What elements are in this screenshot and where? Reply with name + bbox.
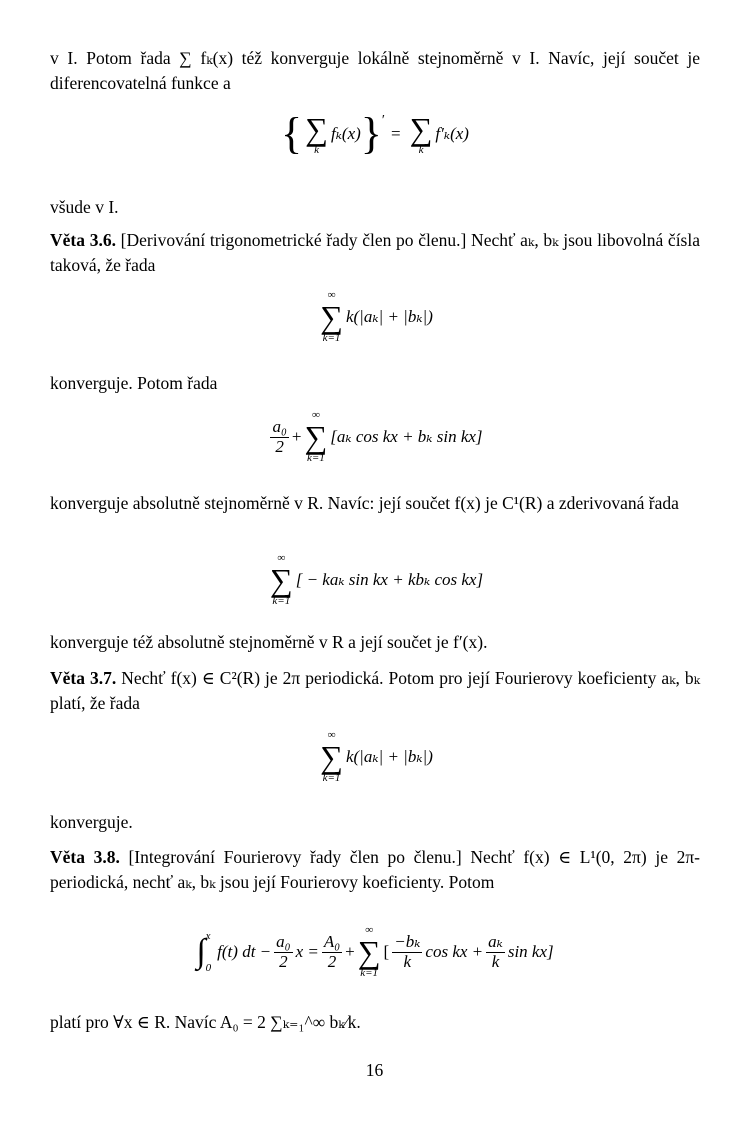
text: konverguje též absolutně stejnoměrně v R a její součet je f′(x). [50, 632, 488, 652]
lower-limit: k [314, 143, 320, 156]
text: v I. Potom řada ∑ fₖ(x) též konverguje lokálně stejnoměrně v I. Navíc, její součet je diferencovatelná funkce a [50, 48, 700, 93]
term: f′ₖ(x) [435, 124, 469, 143]
plus: + [345, 942, 355, 961]
sum [409, 110, 433, 156]
fraction [392, 933, 422, 971]
paragraph [50, 1010, 700, 1035]
equation-derivative-of-sum [50, 109, 700, 158]
theorem-3-6 [50, 228, 700, 277]
term: f(t) dt − [217, 942, 272, 961]
lower-limit: k=1 [272, 595, 291, 607]
equation-derived-series [50, 553, 700, 607]
lower-limit: k=1 [322, 772, 341, 784]
denominator: k [491, 951, 500, 971]
sum [320, 290, 343, 344]
sum [358, 925, 381, 979]
paragraph [50, 371, 700, 396]
paragraph [50, 491, 700, 516]
text: konverguje. [50, 812, 133, 832]
text: konverguje. Potom řada [50, 373, 218, 393]
denominator: 2 [279, 951, 288, 971]
sigma: ∑ [320, 739, 343, 775]
plus: + [291, 427, 302, 446]
term: k(|aₖ| + |bₖ|) [345, 747, 433, 766]
theorem-text: Nechť f(x) ∈ C²(R) je 2π periodická. Potom pro její Fourierovy koeficienty aₖ, bₖ platí, že řada [50, 668, 700, 713]
sigma: ∑ [305, 110, 328, 147]
brace: } [360, 109, 382, 158]
numerator: a₀ [272, 416, 287, 436]
brace: { [281, 109, 303, 158]
sum [270, 553, 293, 607]
theorem-label: Věta 3.7. [50, 668, 117, 688]
equation-series-k-2 [50, 730, 700, 784]
fraction [322, 933, 342, 971]
fraction [270, 418, 288, 456]
term: x = [295, 942, 319, 961]
denominator: k [403, 951, 412, 971]
lower-limit: 0 [205, 962, 212, 974]
sum [305, 110, 328, 156]
upper-limit: ∞ [327, 729, 336, 741]
term: cos kx + [425, 942, 484, 961]
paragraph-intro [50, 46, 700, 95]
sum [320, 730, 343, 784]
prime: ′ [381, 112, 386, 128]
equals: = [391, 124, 401, 143]
fraction [274, 933, 292, 971]
lower-limit: k=1 [322, 332, 341, 344]
paragraph [50, 810, 700, 835]
page-number: 16 [365, 1060, 384, 1080]
upper-limit: x [205, 930, 211, 942]
text: platí pro ∀x ∈ R. Navíc A₀ = 2 ∑ₖ₌₁^∞ bₖ⁄k. [50, 1012, 361, 1032]
upper-limit: ∞ [327, 289, 336, 301]
term: [ − kaₖ sin kx + kbₖ cos kx] [295, 570, 484, 589]
lower-limit: k=1 [306, 452, 325, 464]
theorem-text: [Integrování Fourierovy řady člen po členu.] Nechť f(x) ∈ L¹(0, 2π) je 2π-periodická, nechť aₖ, bₖ jsou její Fourierovy koeficienty. Potom [50, 847, 701, 892]
term: [aₖ cos kx + bₖ sin kx] [330, 427, 483, 446]
theorem-3-7 [50, 666, 700, 715]
upper-limit: ∞ [277, 552, 286, 564]
sigma: ∑ [409, 110, 433, 147]
bracket: [ [383, 942, 390, 961]
integral [196, 930, 211, 974]
denominator: 2 [327, 951, 337, 971]
theorem-label: Věta 3.6. [50, 230, 116, 250]
integral-sign: ∫ [196, 933, 206, 970]
term: fₖ(x) [330, 124, 361, 143]
numerator: aₖ [488, 931, 503, 951]
numerator: a₀ [276, 931, 291, 951]
equation-series-k [50, 290, 700, 344]
upper-limit: ∞ [311, 409, 320, 421]
theorem-text: [Derivování trigonometrické řady člen po členu.] Nechť aₖ, bₖ jsou libovolná čísla taková, že řada [50, 230, 700, 275]
term: sin kx] [507, 942, 554, 961]
sum [304, 410, 327, 464]
sigma: ∑ [320, 299, 343, 335]
equation-fourier-series [50, 410, 700, 464]
numerator: −bₖ [394, 931, 421, 951]
paragraph [50, 195, 700, 220]
term: k(|aₖ| + |bₖ|) [345, 307, 433, 326]
paragraph [50, 630, 700, 655]
sigma: ∑ [304, 419, 328, 455]
equation-integrated-series [50, 925, 700, 979]
theorem-3-8 [50, 845, 700, 894]
fraction [486, 933, 505, 971]
text: všude v I. [50, 197, 119, 217]
lower-limit: k [418, 143, 424, 156]
theorem-label: Věta 3.8. [50, 847, 120, 867]
denominator: 2 [275, 436, 284, 456]
lower-limit: k=1 [360, 967, 379, 979]
sigma: ∑ [269, 562, 293, 598]
text: konverguje absolutně stejnoměrně v R. Navíc: její součet f(x) je C¹(R) a zderivovaná řada [50, 493, 679, 513]
upper-limit: ∞ [365, 924, 374, 936]
sigma: ∑ [357, 934, 381, 970]
numerator: A₀ [323, 931, 341, 951]
